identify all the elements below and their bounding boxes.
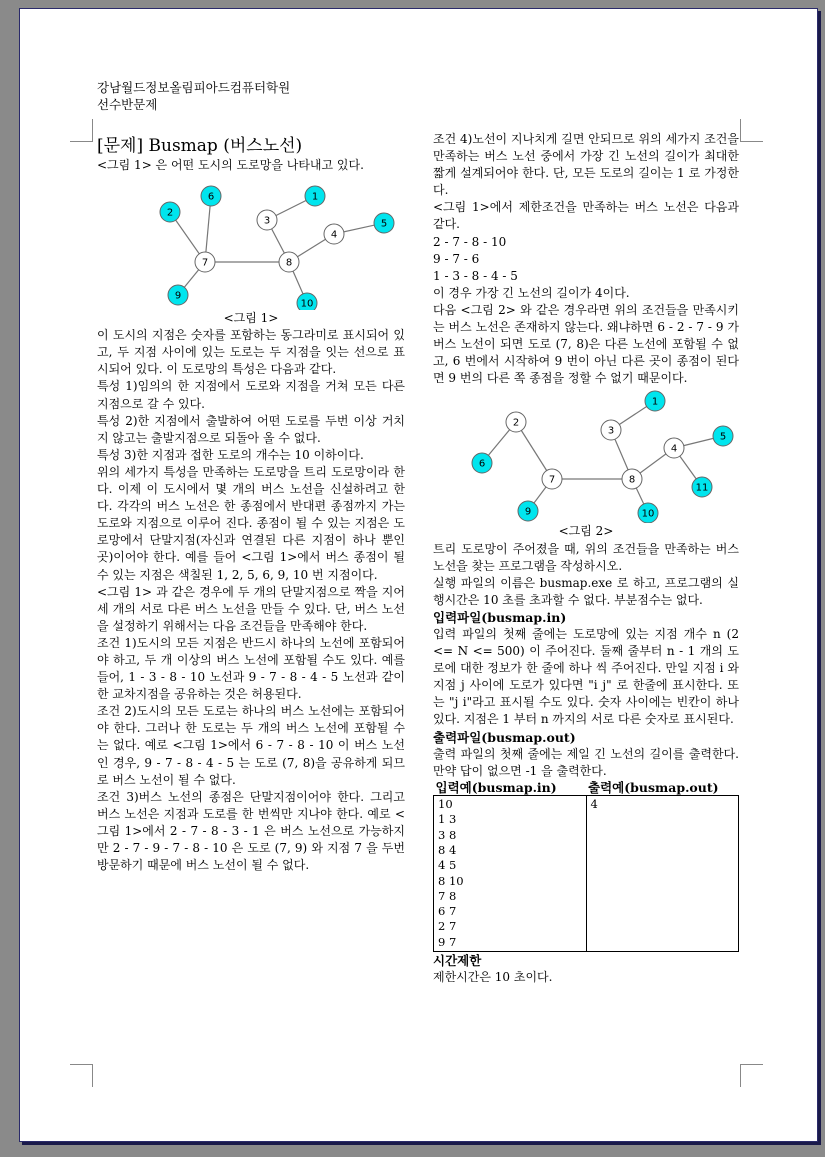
tree-node-5 bbox=[713, 426, 733, 446]
example-input-line: 1 3 bbox=[438, 812, 457, 827]
tree-node-label: 6 bbox=[478, 458, 486, 470]
time-limit-text: 제한시간은 10 초이다. bbox=[433, 970, 553, 985]
route-item: 9 - 7 - 6 bbox=[433, 251, 480, 266]
figure-1-tree-diagram bbox=[101, 174, 401, 310]
paragraph: 이 도시의 지점은 숫자를 포함하는 동그라미로 표시되어 있고, 두 지점 사이에 있는 도로는 두 지점을 잇는 선으로 표시되어 있다. 이 도로망의 특성은 다음과 같다. bbox=[97, 328, 405, 377]
tree-node-10 bbox=[638, 503, 658, 523]
property-1: 특성 1)임의의 한 지점에서 도로와 지점을 거쳐 모든 다른 지점으로 갈 수 있다. bbox=[97, 379, 405, 411]
tree-node-label: 5 bbox=[380, 218, 388, 230]
input-file-heading: 입력파일(busmap.in) bbox=[433, 609, 567, 625]
tree-node-4 bbox=[664, 438, 684, 458]
crop-mark-bottom-left bbox=[70, 1064, 93, 1087]
paragraph: 실행 파일의 이름은 busmap.exe 로 하고, 프로그램의 실행시간은 10 초를 초과할 수 없다. 부분점수는 없다. bbox=[433, 575, 739, 607]
tree-node-6 bbox=[201, 186, 221, 206]
page-header bbox=[97, 79, 290, 113]
tree-node-3 bbox=[257, 210, 277, 230]
tree-node-label: 8 bbox=[628, 474, 636, 486]
figure-2-tree-diagram bbox=[436, 387, 736, 523]
tree-node-label: 6 bbox=[207, 191, 215, 203]
time-limit-heading: 시간제한 bbox=[433, 953, 482, 969]
condition-1: 조건 1)도시의 모든 지점은 반드시 하나의 노선에 포함되어야 하고, 두 개 이상의 버스 노선에 포함될 수도 있다. 예를 들어, 1 - 3 - 8 - 10 노선과 9 - 7 - 8 - 4 - 5 노선과 같이 한 교차지점을 공유하는 것은 허용된다. bbox=[97, 635, 405, 702]
tree-node-7 bbox=[542, 469, 562, 489]
tree-node-label: 3 bbox=[263, 215, 271, 227]
tree-node-7 bbox=[195, 252, 215, 272]
io-example-table bbox=[433, 780, 739, 952]
example-input-line: 9 7 bbox=[438, 934, 457, 949]
intro-text: <그림 1> 은 어떤 도시의 도로망을 나타내고 있다. bbox=[97, 158, 364, 172]
crop-mark-top-right bbox=[740, 119, 763, 142]
tree-node-label: 10 bbox=[641, 508, 655, 520]
condition-4: 조건 4)노선이 지나치게 길면 안되므로 위의 세가지 조건을 만족하는 버스 노선 중에서 가장 긴 노선의 길이가 최대한 짧게 설계되어야 한다. 단, 모든 도로의 길이는 1 로 가정한다. bbox=[433, 132, 739, 198]
tree-node-10 bbox=[297, 293, 317, 310]
property-3: 특성 3)한 지점과 접한 도로의 개수는 10 이하이다. bbox=[97, 447, 364, 462]
figure-2-caption: <그림 2> bbox=[558, 524, 614, 539]
tree-node-5 bbox=[374, 213, 394, 233]
property-2: 특성 2)한 지점에서 출발하여 어떤 도로를 두번 이상 거치지 않고는 출발지점으로 되돌아 올 수 없다. bbox=[97, 413, 405, 445]
figure-1-caption: <그림 1> bbox=[223, 311, 279, 326]
tree-node-2 bbox=[160, 202, 180, 222]
tree-node-label: 9 bbox=[524, 506, 532, 518]
header-subtitle: 선수반문제 bbox=[97, 97, 158, 112]
paragraph: 이 경우 가장 긴 노선의 길이가 4이다. bbox=[433, 285, 630, 300]
tree-node-label: 10 bbox=[300, 298, 314, 310]
example-output-cell bbox=[586, 796, 739, 952]
tree-node-label: 2 bbox=[512, 417, 520, 429]
tree-node-4 bbox=[324, 224, 344, 244]
tree-node-1 bbox=[645, 391, 665, 411]
output-file-heading: 출력파일(busmap.out) bbox=[433, 729, 576, 745]
example-output-line: 4 bbox=[590, 797, 598, 812]
tree-node-label: 11 bbox=[695, 482, 709, 494]
route-list bbox=[433, 234, 739, 285]
tree-node-label: 4 bbox=[330, 229, 338, 241]
tree-node-label: 1 bbox=[651, 396, 659, 408]
tree-node-3 bbox=[601, 420, 621, 440]
route-item: 1 - 3 - 8 - 4 - 5 bbox=[433, 268, 518, 283]
header-academy: 강남월드정보올림피아드컴퓨터학원 bbox=[97, 80, 291, 95]
left-column bbox=[97, 135, 405, 874]
example-input-line: 10 bbox=[438, 797, 453, 812]
tree-node-label: 1 bbox=[311, 191, 319, 203]
paragraph: 위의 세가지 특성을 만족하는 도로망을 트리 도로망이라 한다. 이제 이 도시에서 몇 개의 버스 노선을 신설하려고 한다. 각각의 버스 노선은 한 종점에서 반대편 종점까지 가는 도로와 지점으로 이루어 진다. 종점이 될 수 있는 지점은 도로망에서 단말지점(자신과 연결된 다른 지점이 하나 뿐인 곳)이어야 한다. 예를 들어 <그림 1>에서 버스 종점이 될 수 있는 지점은 색칠된 1, 2, 5, 6, 9, 10 번 지점이다. bbox=[97, 464, 405, 582]
tree-node-9 bbox=[168, 285, 188, 305]
paragraph: 트리 도로망이 주어졌을 때, 위의 조건들을 만족하는 버스노선을 찾는 프로그램을 작성하시오. bbox=[433, 541, 739, 573]
example-input-line: 8 4 bbox=[438, 843, 457, 857]
example-input-line: 7 8 bbox=[438, 888, 457, 903]
tree-node-11 bbox=[692, 477, 712, 497]
example-input-line: 4 5 bbox=[438, 858, 457, 873]
tree-node-2 bbox=[506, 412, 526, 432]
tree-node-label: 7 bbox=[201, 257, 209, 269]
crop-mark-bottom-right bbox=[740, 1064, 763, 1087]
paragraph: <그림 1>에서 제한조건을 만족하는 버스 노선은 다음과 같다. bbox=[433, 200, 739, 232]
paragraph: <그림 1> 과 같은 경우에 두 개의 단말지점으로 짝을 지어 세 개의 서로 다른 버스 노선을 만들 수 있다. 단, 버스 노선을 설정하기 위해서는 다음 조건들을 만족해야 한다. bbox=[97, 584, 405, 633]
tree-node-label: 8 bbox=[285, 257, 293, 269]
crop-mark-top-left bbox=[70, 119, 93, 142]
example-input-line: 8 10 bbox=[438, 873, 464, 888]
tree-node-8 bbox=[279, 252, 299, 272]
problem-title: [문제] Busmap (버스노선) bbox=[97, 136, 303, 156]
output-file-description: 출력 파일의 첫째 줄에는 제일 긴 노선의 길이를 출력한다. 만약 답이 없으면 -1 을 출력한다. bbox=[433, 746, 739, 778]
example-input-cell bbox=[434, 796, 587, 952]
right-column bbox=[433, 131, 739, 986]
tree-node-label: 9 bbox=[174, 290, 182, 302]
tree-node-label: 7 bbox=[548, 474, 556, 486]
example-input-line: 6 7 bbox=[438, 904, 457, 919]
example-output-header: 출력예(busmap.out) bbox=[588, 779, 719, 795]
route-item: 2 - 7 - 8 - 10 bbox=[433, 234, 507, 249]
tree-node-label: 2 bbox=[166, 207, 174, 219]
tree-node-label: 5 bbox=[719, 431, 727, 443]
tree-node-8 bbox=[622, 469, 642, 489]
tree-node-label: 3 bbox=[607, 425, 615, 437]
example-input-line: 3 8 bbox=[438, 827, 457, 842]
document-page bbox=[19, 8, 818, 1142]
example-input-header: 입력예(busmap.in) bbox=[435, 779, 557, 795]
example-input-line: 2 7 bbox=[438, 919, 457, 934]
tree-node-1 bbox=[305, 186, 325, 206]
condition-2: 조건 2)도시의 모든 도로는 하나의 버스 노선에는 포함되어야 한다. 그러나 한 도로는 두 개의 버스 노선에 포함될 수는 없다. 예로 <그림 1>에서 6 - 7 - 8 - 10 이 버스 노선인 경우, 9 - 7 - 8 - 4 - 5 는 도로 (7, 8)을 공유하게 되므로 버스 노선이 될 수 없다. bbox=[97, 704, 405, 787]
tree-node-label: 4 bbox=[670, 443, 678, 455]
paragraph: 다음 <그림 2> 와 같은 경우라면 위의 조건들을 만족시키는 버스 노선은 존재하지 않는다. 왜냐하면 6 - 2 - 7 - 9 가 버스 노선이 되면 도로 (7, 8)은 다른 노선에 포함될 수 없고, 6 번에서 시작하여 9 번이 아닌 다른 곳이 종점이 된다면 9 번의 다른 쪽 종점을 정할 수 없기 때문이다. bbox=[433, 302, 739, 386]
tree-node-6 bbox=[472, 453, 492, 473]
condition-3: 조건 3)버스 노선의 종점은 단말지점이어야 한다. 그리고 버스 노선은 지점과 도로를 한 번씩만 지나야 한다. 예로 <그림 1>에서 2 - 7 - 8 - 3 - 1 은 버스 노선으로 가능하지만 2 - 7 - 9 - 7 - 8 - 10 은 도로 (7, 9) 와 지점 7 을 두번 방문하기 때문에 버스 노선이 될 수 없다. bbox=[97, 789, 405, 873]
tree-node-9 bbox=[518, 501, 538, 521]
input-file-description: 입력 파일의 첫째 줄에는 도로망에 있는 지점 개수 n (2 <= N <= 500) 이 주어진다. 둘째 줄부터 n - 1 개의 도로에 대한 정보가 한 줄에 하나 씩 주어진다. 만일 지점 i 와 지점 j 사이에 도로가 있다면 "i j" 로 한줄에 표시한다. 또는 "j i"라고 표시될 수도 있다. 숫자 사이에는 빈칸이 하나 있다. 지점은 1 부터 n 까지의 서로 다른 숫자로 표시된다. bbox=[433, 626, 739, 727]
